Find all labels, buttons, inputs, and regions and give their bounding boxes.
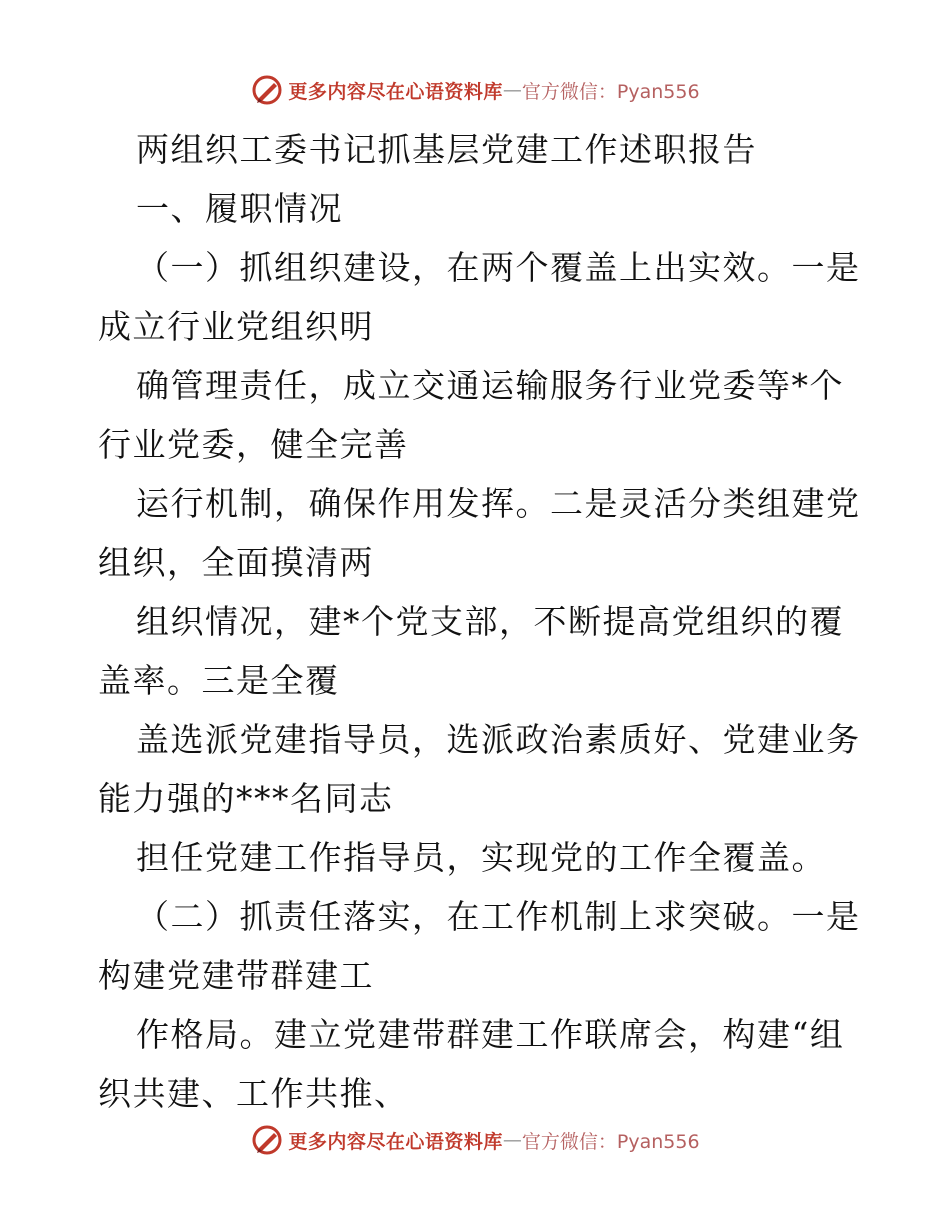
text-line: 构建党建带群建工 (98, 956, 374, 995)
text-line: 成立行业党组织明 (98, 307, 374, 346)
text-line: 担任党建工作指导员，实现党的工作全覆盖。 (136, 838, 826, 877)
text-line: 作格局。建立党建带群建工作联席会，构建“组 (136, 1015, 845, 1054)
document-body (98, 120, 861, 1123)
text-line: （一）抓组织建设，在两个覆盖上出实效。一是 (136, 248, 861, 287)
watermark-brand: 更多内容尽在心语资料库 (288, 1130, 503, 1153)
watermark-banner-top (0, 70, 950, 110)
doc-title: 两组织工委书记抓基层党建工作述职报告 (136, 130, 757, 169)
watermark-contact: 官方微信：Pyan556 (521, 80, 700, 103)
text-line: 运行机制，确保作用发挥。二是灵活分类组建党 (136, 484, 861, 523)
text-line: 盖选派党建指导员，选派政治素质好、党建业务 (136, 720, 861, 759)
text-line: 盖率。三是全覆 (98, 661, 340, 700)
watermark-separator: — (502, 79, 522, 101)
text-line: 能力强的***名同志 (98, 779, 394, 818)
text-line: 组织情况，建*个党支部，不断提高党组织的覆 (136, 602, 844, 641)
watermark-banner-bottom (0, 1120, 950, 1160)
section-heading: 一、履职情况 (136, 189, 343, 228)
watermark-brand: 更多内容尽在心语资料库 (288, 80, 503, 103)
text-line: （二）抓责任落实，在工作机制上求突破。一是 (136, 897, 861, 936)
pen-logo-icon (250, 1123, 284, 1157)
text-line: 组织，全面摸清两 (98, 543, 374, 582)
watermark-contact: 官方微信：Pyan556 (521, 1130, 700, 1153)
text-line: 确管理责任，成立交通运输服务行业党委等*个 (136, 366, 844, 405)
text-line: 织共建、工作共推、 (98, 1074, 409, 1113)
watermark-separator: — (502, 1129, 522, 1151)
pen-logo-icon (250, 73, 284, 107)
text-line: 行业党委，健全完善 (98, 425, 409, 464)
